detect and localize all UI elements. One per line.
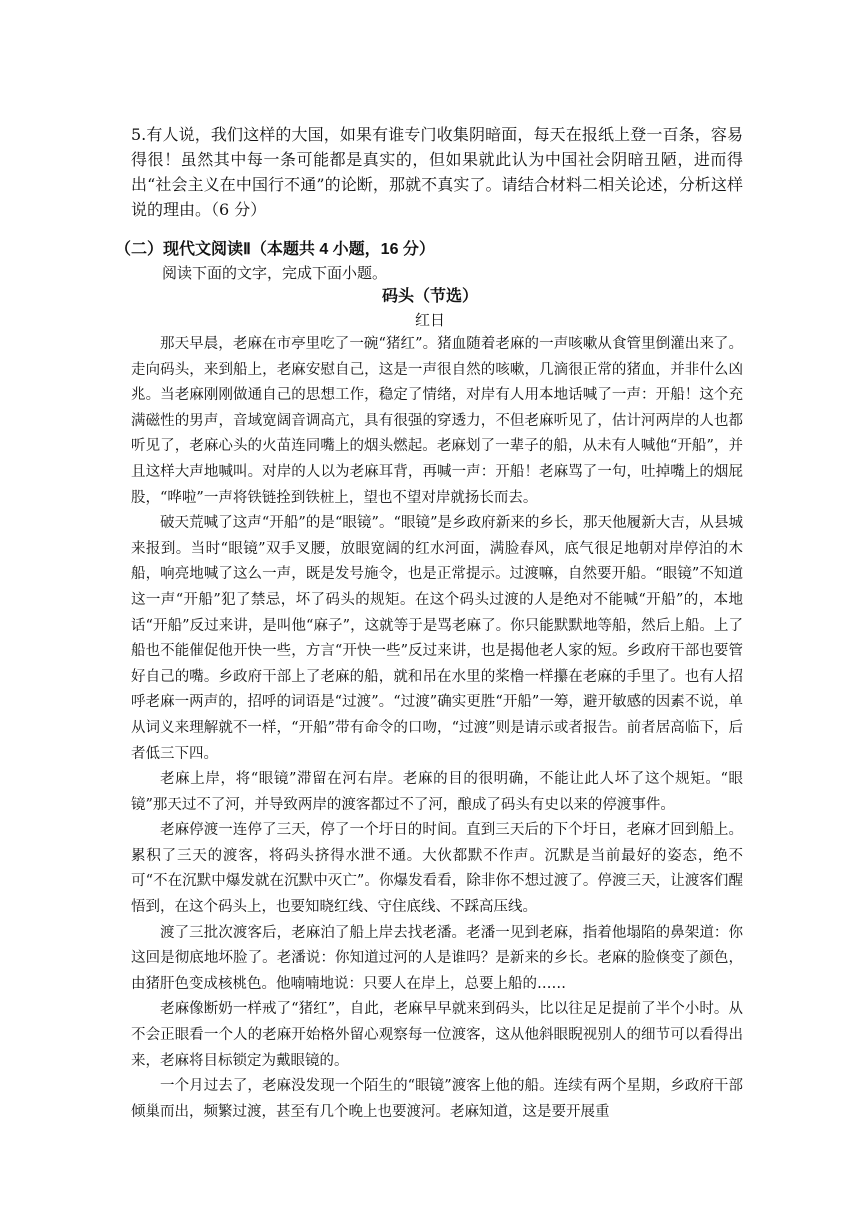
- paragraph: 一个月过去了，老麻没发现一个陌生的“眼镜”渡客上他的船。连续有两个星期，乡政府干部倾巢而出，频繁过渡，甚至有几个晚上也要渡河。老麻知道，这是要开展重: [131, 1078, 743, 1120]
- paragraph: 破天荒喊了这声“开船”的是“眼镜”。“眼镜”是乡政府新来的乡长，那天他履新大吉，从县城来报到。当时“眼镜”双手叉腰，放眼宽阔的红水河面，满脸春风，底气很足地朝对岸停泊的木船，响亮地喊了这么一声，既是发号施令，也是正常提示。过渡嘛，自然要开船。“眼镜”不知道这一声“开船”犯了禁忌，坏了码头的规矩。在这个码头过渡的人是绝对不能喊“开船”的，本地话“开船”反过来讲，是叫他“麻子”，这就等于是骂老麻了。你只能默默地等船，然后上船。上了船也不能催促他开快一些，方言“开快一些”反过来讲，也是揭他老人家的短。乡政府干部也要管好自己的嘴。乡政府干部上了老麻的船，就和吊在水里的桨橹一样攥在老麻的手里了。也有人招呼老麻一两声的，招呼的词语是“过渡”。“过渡”确实更胜“开船”一筹，避开敏感的因素不说，单从词义来理解就不一样，“开船”带有命令的口吻，“过渡”则是请示或者报告。前者居高临下，后者低三下四。: [131, 515, 743, 762]
- paragraph: 老麻像断奶一样戒了“猪红”，自此，老麻早早就来到码头，比以往足足提前了半个小时。从不会正眼看一个人的老麻开始格外留心观察每一位渡客，这从他斜眼睨视别人的细节可以看得出来，老麻将目标锁定为戴眼镜的。: [131, 1001, 743, 1069]
- article-author: 红日: [414, 311, 445, 329]
- reading-instruction: 阅读下面的文字，完成下面小题。: [162, 264, 388, 282]
- article-title: 码头（节选）: [381, 288, 478, 305]
- question-5: 5.有人说，我们这样的大国，如果有谁专门收集阴暗面，每天在报纸上登一百条，容易得很！虽然其中每一条可能都是真实的，但如果就此认为中国社会阴暗丑陋，进而得出“社会主义在中国行不通”的论断，那就不真实了。请结合材料二相关论述，分析这样说的理由。（6 分）: [131, 125, 743, 219]
- paragraph: 老麻上岸，将“眼镜”滞留在河右岸。老麻的目的很明确，不能让此人坏了这个规矩。“眼镜”那天过不了河，并导致两岸的渡客都过不了河，酿成了码头有史以来的停渡事件。: [131, 771, 743, 813]
- paragraph: 渡了三批次渡客后，老麻泊了船上岸去找老潘。老潘一见到老麻，指着他塌陷的鼻架道：你这回是彻底地坏脸了。老潘说：你知道过河的人是谁吗？是新来的乡长。老麻的脸倏变了颜色，由猪肝色变成核桃色。他喃喃地说：只要人在岸上，总要上船的……: [131, 924, 743, 992]
- paragraph: 那天早晨，老麻在市亭里吃了一碗“猪红”。猪血随着老麻的一声咳嗽从食管里倒灌出来了。走向码头，来到船上，老麻安慰自己，这是一声很自然的咳嗽，几滴很正常的猪血，并非什么凶兆。当老麻刚刚做通自己的思想工作，稳定了情绪，对岸有人用本地话喊了一声：开船！这个充满磁性的男声，音域宽阔音调高亢，具有很强的穿透力，不但老麻听见了，估计河两岸的人也都听见了，老麻心头的火苗连同嘴上的烟头燃起。老麻划了一辈子的船，从未有人喊他“开船”，并且这样大声地喊叫。对岸的人以为老麻耳背，再喊一声：开船！老麻骂了一句，吐掉嘴上的烟屁股，“哗啦”一声将铁链拴到铁桩上，望也不望对岸就扬长而去。: [131, 336, 743, 506]
- section-title: （二）现代文阅读Ⅱ（本题共 4 小题，16 分）: [115, 241, 435, 258]
- paragraph: 老麻停渡一连停了三天，停了一个圩日的时间。直到三天后的下个圩日，老麻才回到船上。累积了三天的渡客，将码头挤得水泄不通。大伙都默不作声。沉默是当前最好的姿态，绝不可“不在沉默中爆发就在沉默中灭亡”。你爆发看看，除非你不想过渡了。停渡三天，让渡客们醒悟到，在这个码头上，也要知晓红线、守住底线、不踩高压线。: [131, 822, 743, 916]
- article-body: [131, 332, 743, 1125]
